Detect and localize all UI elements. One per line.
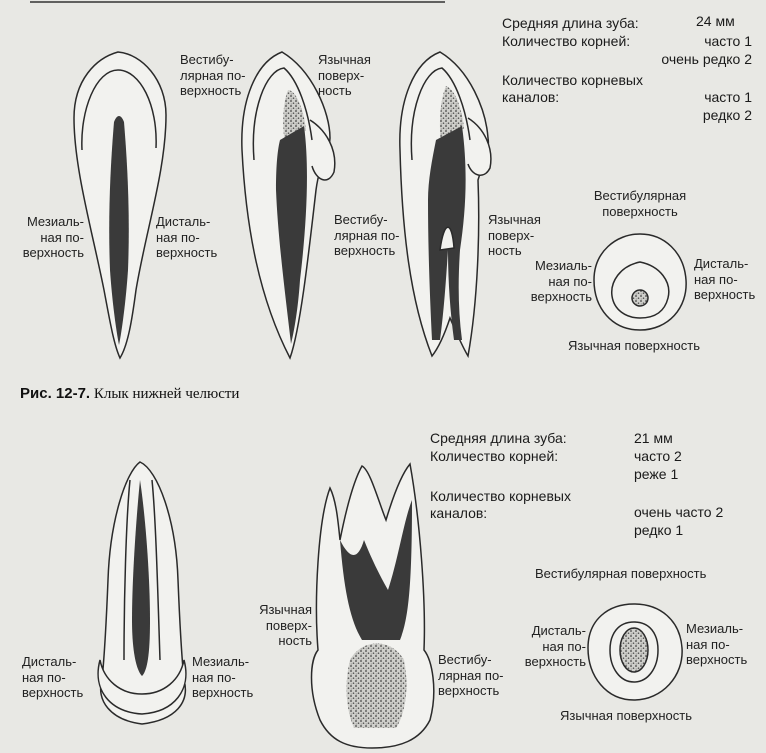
tooth-2-mesiodistal-view xyxy=(98,462,186,724)
fig2-roots-value-2: реже 1 xyxy=(634,466,679,482)
fig1-canals-value-1: часто 1 xyxy=(704,89,752,105)
fig1-canals-value-2: редко 2 xyxy=(702,107,752,123)
fig1-cross-mesial-label: Мезиаль- ная по- верхность xyxy=(530,258,592,304)
caption-number: Рис. 12-7. xyxy=(20,385,91,402)
fig2-distal-label: Дисталь- ная по- верхность xyxy=(22,654,84,700)
fig2-mesial-label: Мезиаль- ная по- верхность xyxy=(192,654,254,700)
fig1-canals-label: Количество корневых каналов: xyxy=(502,72,643,105)
cross-1-canal xyxy=(632,290,648,306)
fig1-roots-value-1: часто 1 xyxy=(704,33,752,49)
fig1-vestibular-mid-label: Вестибу- лярная по- верхность xyxy=(334,212,400,258)
fig1-roots-value-2: очень редко 2 xyxy=(661,51,752,67)
fig1-lingual-mid-label: Язычная поверх- ность xyxy=(488,212,541,258)
fig1-cross-distal-label: Дисталь- ная по- верхность xyxy=(694,256,756,302)
fig2-roots-label: Количество корней: xyxy=(430,448,559,464)
caption-text: Клык нижней челюсти xyxy=(93,386,240,402)
fig2-cross-mesial-label: Мезиаль- ная по- верхность xyxy=(686,621,748,667)
fig1-length-value: 24 мм xyxy=(696,13,735,29)
fig1-length-label: Средняя длина зуба: xyxy=(502,15,639,31)
fig2-roots-value-1: часто 2 xyxy=(634,448,682,464)
fig1-mesial-label: Мезиаль- ная по- верхность xyxy=(22,214,84,260)
tooth-2-cross-section xyxy=(588,604,682,700)
fig2-vestibular-label: Вестибу- лярная по- верхность xyxy=(438,652,504,698)
tooth-5-pulp-chamber xyxy=(347,643,407,728)
fig2-cross-lingual-label: Язычная поверхность xyxy=(560,708,693,723)
fig2-canals-label: Количество корневых каналов: xyxy=(430,488,571,521)
fig1-lingual-top-label: Язычная поверх- ность xyxy=(318,52,371,98)
canine-two-canal-view xyxy=(400,52,491,356)
fig2-cross-distal-label: Дисталь- ная по- верхность xyxy=(524,623,586,669)
fig2-cross-vestibular-label: Вестибулярная поверхность xyxy=(535,566,707,581)
canine-cross-section xyxy=(594,234,686,330)
fig2-length-value: 21 мм xyxy=(634,430,673,446)
fig2-canals-value-2: редко 1 xyxy=(634,522,684,538)
canine-mesiodistal-view xyxy=(74,52,166,358)
figure-caption xyxy=(20,385,239,403)
fig2-length-label: Средняя длина зуба: xyxy=(430,430,567,446)
fig1-distal-label: Дисталь- ная по- верхность xyxy=(156,214,218,260)
cross-2-canals xyxy=(620,628,648,672)
fig2-lingual-label: Язычная поверх- ность xyxy=(259,602,312,648)
fig1-cross-lingual-label: Язычная поверхность xyxy=(568,338,701,353)
fig1-cross-vestibular-label: Вестибулярная поверхность xyxy=(593,188,687,219)
tooth-2-labiolingual-view xyxy=(312,464,434,748)
fig2-canals-value-1: очень часто 2 xyxy=(634,504,724,520)
fig1-vestibular-top-label: Вестибу- лярная по- верхность xyxy=(180,52,246,98)
fig1-roots-label: Количество корней: xyxy=(502,33,631,49)
